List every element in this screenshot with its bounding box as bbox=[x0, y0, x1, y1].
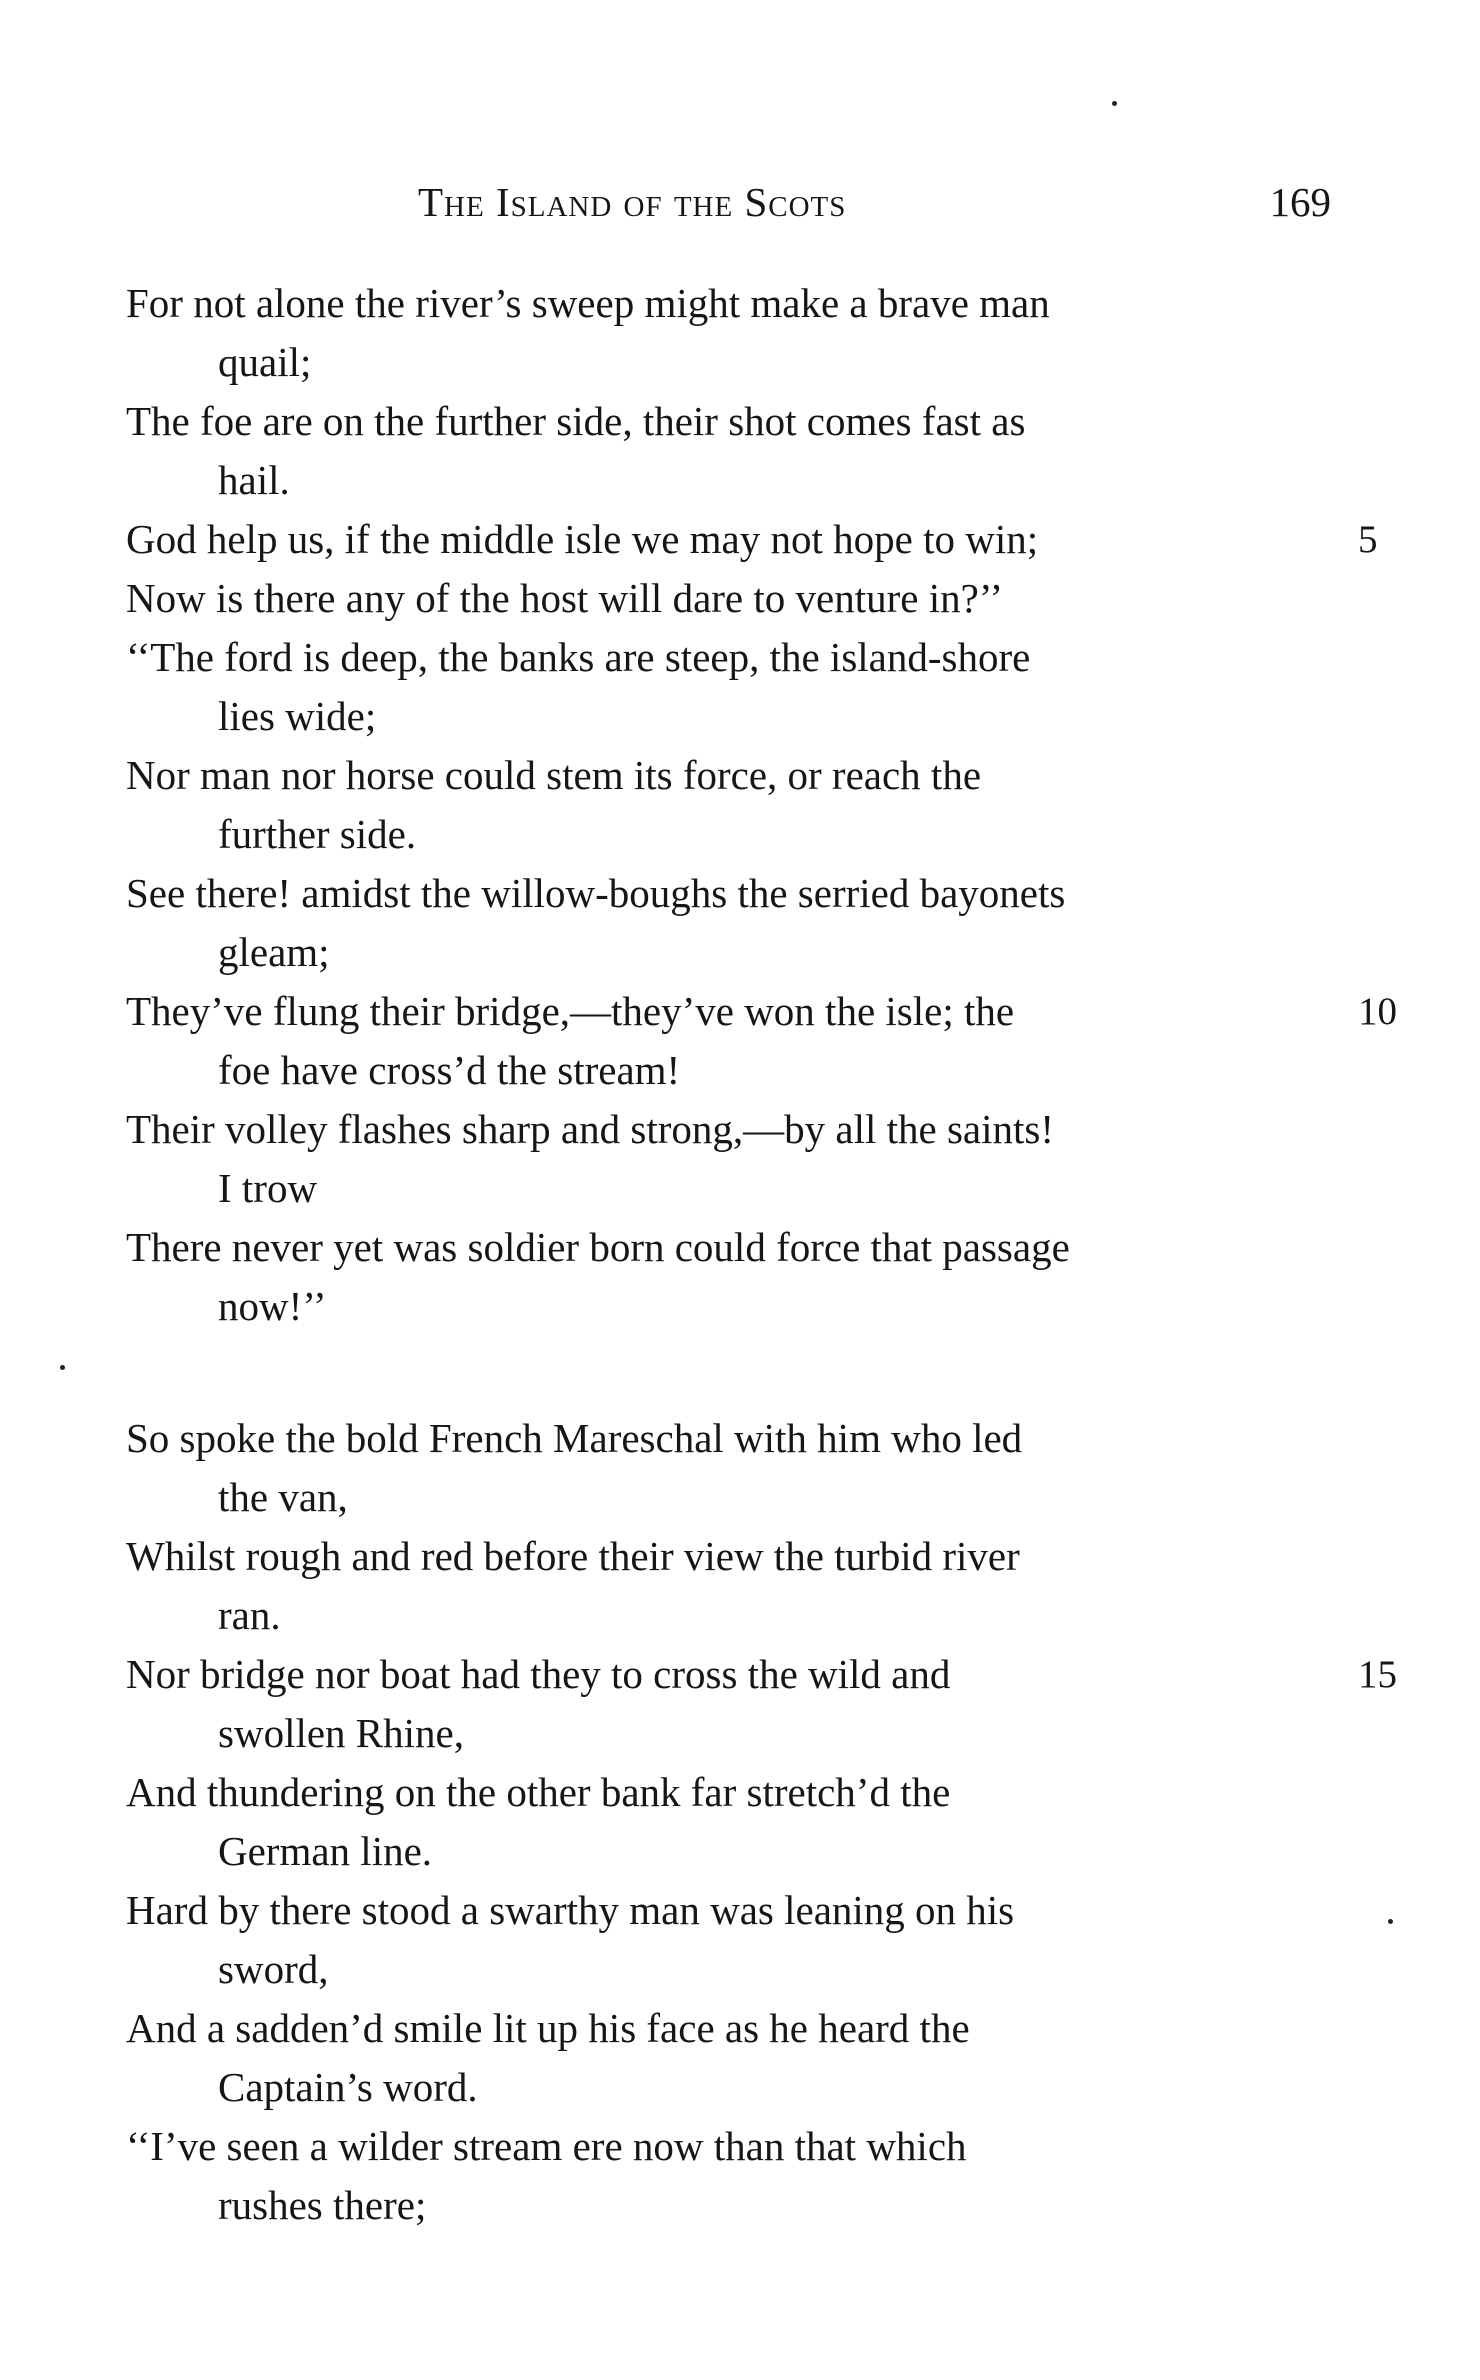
verse-line-continuation: foe have cross’d the stream! bbox=[218, 1047, 681, 1093]
stanza bbox=[126, 274, 1397, 1336]
verse-line bbox=[126, 1881, 1331, 1999]
verse-line-text: ‘‘The ford is deep, the banks are steep, the island-shore bbox=[126, 634, 1031, 680]
verse-line-continuation: quail; bbox=[218, 339, 312, 385]
verse-line-text: And thundering on the other bank far stretch’d the bbox=[126, 1769, 951, 1815]
verse-line-text: So spoke the bold French Mareschal with him who led bbox=[126, 1415, 1023, 1461]
verse-line-text: And a sadden’d smile lit up his face as he heard the bbox=[126, 2005, 970, 2051]
verse-line-text: There never yet was soldier born could force that passage bbox=[126, 1224, 1070, 1270]
verse-line bbox=[126, 982, 1397, 1100]
verse-line bbox=[126, 1999, 1331, 2117]
verse-line bbox=[126, 1527, 1331, 1645]
verse-line-text: Hard by there stood a swarthy man was leaning on his bbox=[126, 1887, 1015, 1933]
verse-line bbox=[126, 628, 1331, 746]
verse-line bbox=[126, 392, 1331, 510]
verse-line-continuation: now!’’ bbox=[218, 1283, 327, 1329]
line-number: 15 bbox=[1358, 1653, 1397, 1696]
verse-line-continuation: sword, bbox=[218, 1946, 329, 1992]
verse-line-text: Nor man nor horse could stem its force, or reach the bbox=[126, 752, 982, 798]
verse-line-continuation: I trow bbox=[218, 1165, 318, 1211]
verse-line-text: ‘‘I’ve seen a wilder stream ere now than that which bbox=[126, 2123, 967, 2169]
verse-line-continuation: rushes there; bbox=[218, 2182, 427, 2228]
page-header bbox=[126, 178, 1331, 238]
verse-line-text: Their volley flashes sharp and strong,—by all the saints! bbox=[126, 1106, 1054, 1152]
verse-line bbox=[126, 1645, 1397, 1763]
speck-mark bbox=[1388, 1919, 1393, 1924]
verse-line bbox=[126, 569, 1331, 628]
verse-line-text: Nor bridge nor boat had they to cross the wild and bbox=[126, 1651, 951, 1697]
verse-line-text: Now is there any of the host will dare to venture in?’’ bbox=[126, 575, 1004, 621]
verse-line bbox=[126, 1763, 1331, 1881]
speck-mark bbox=[60, 1365, 65, 1370]
verse-line-continuation: the van, bbox=[218, 1474, 348, 1520]
line-number: 5 bbox=[1358, 518, 1378, 561]
verse-line-text: The foe are on the further side, their shot comes fast as bbox=[126, 398, 1026, 444]
verse-line-text: See there! amidst the willow-boughs the serried bayonets bbox=[126, 870, 1066, 916]
verse-line bbox=[126, 510, 1378, 569]
verse-line-text: They’ve flung their bridge,—they’ve won the isle; the bbox=[126, 988, 1015, 1034]
verse-line-continuation: further side. bbox=[218, 811, 417, 857]
verse-line bbox=[126, 1100, 1331, 1218]
verse-line-continuation: gleam; bbox=[218, 929, 330, 975]
verse-line-continuation: ran. bbox=[218, 1592, 281, 1638]
verse-line bbox=[126, 746, 1331, 864]
verse-line bbox=[126, 1409, 1331, 1527]
verse-line-continuation: hail. bbox=[218, 457, 290, 503]
verse-line-text: God help us, if the middle isle we may not hope to win; bbox=[126, 516, 1039, 562]
verse-line bbox=[126, 864, 1331, 982]
verse-line-text: For not alone the river’s sweep might make a brave man bbox=[126, 280, 1050, 326]
verse-line-text: Whilst rough and red before their view the turbid river bbox=[126, 1533, 1020, 1579]
verse-line bbox=[126, 274, 1331, 392]
verse-line-continuation: Captain’s word. bbox=[218, 2064, 478, 2110]
verse-line bbox=[126, 1218, 1331, 1336]
page-number: 169 bbox=[1269, 179, 1331, 225]
stanza bbox=[126, 1409, 1397, 2235]
line-number: 10 bbox=[1358, 990, 1397, 1033]
running-title: The Island of the Scots bbox=[418, 179, 847, 225]
verse-line bbox=[126, 2117, 1331, 2235]
speck-mark bbox=[1112, 101, 1117, 106]
verse-line-continuation: lies wide; bbox=[218, 693, 377, 739]
verse-line-continuation: German line. bbox=[218, 1828, 433, 1874]
verse-line-continuation: swollen Rhine, bbox=[218, 1710, 464, 1756]
